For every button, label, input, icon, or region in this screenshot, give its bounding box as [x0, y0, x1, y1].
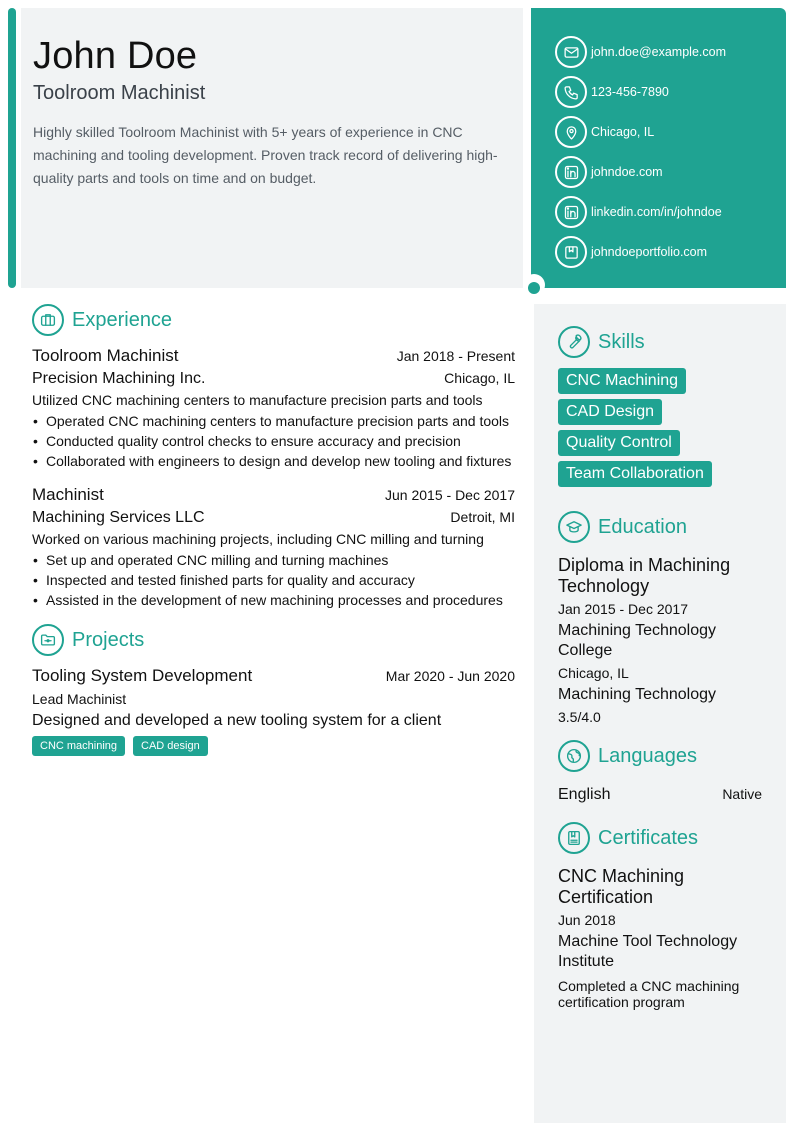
briefcase-icon [32, 304, 64, 336]
experience-section-header [32, 304, 515, 336]
education-gpa: 3.5/4.0 [558, 709, 601, 725]
education-section-header [558, 511, 762, 543]
education-location: Chicago, IL [558, 665, 629, 681]
education-degree: Diploma in Machining Technology [558, 555, 731, 596]
job-bullet: • Set up and operated CNC milling and turning machines [32, 550, 515, 570]
project-tag: CNC machining [32, 736, 125, 756]
certificate-name: CNC Machining Certification [558, 866, 685, 907]
contact-email[interactable] [555, 32, 786, 72]
job-summary: Utilized CNC machining centers to manufacture precision parts and tools [32, 392, 483, 408]
job-company: Precision Machining Inc. [32, 370, 206, 387]
phone-icon [555, 76, 587, 108]
projects-heading: Projects [72, 628, 145, 651]
language-row [558, 786, 762, 804]
projects-section-header [32, 624, 515, 656]
contact-linkedin-text: linkedin.com/in/johndoe [591, 205, 722, 219]
experience-entry [32, 346, 515, 471]
linkedin-icon [555, 156, 587, 188]
contact-phone[interactable] [555, 72, 786, 112]
education-heading: Education [598, 515, 687, 538]
project-entry [32, 666, 515, 756]
linkedin-icon [555, 196, 587, 228]
job-bullet: • Assisted in the development of new machining processes and procedures [32, 590, 515, 610]
contact-email-text: john.doe@example.com [591, 45, 726, 59]
candidate-title: Toolroom Machinist [33, 81, 206, 104]
job-location: Detroit, MI [450, 509, 515, 525]
skills-section-header [558, 326, 762, 358]
certificate-book-icon [558, 822, 590, 854]
contact-portfolio[interactable] [555, 232, 786, 272]
project-dates: Mar 2020 - Jun 2020 [385, 668, 515, 684]
project-tags [32, 736, 515, 756]
experience-heading: Experience [72, 308, 173, 331]
graduation-cap-icon [558, 511, 590, 543]
project-role: Lead Machinist [32, 691, 127, 707]
email-icon [555, 36, 587, 68]
job-location: Chicago, IL [444, 370, 515, 386]
contact-portfolio-text: johndoeportfolio.com [591, 245, 708, 259]
job-dates: Jun 2015 - Dec 2017 [385, 487, 515, 503]
job-bullets [32, 550, 515, 610]
language-level: Native [722, 786, 762, 802]
certificate-date: Jun 2018 [558, 912, 616, 928]
contact-website[interactable] [555, 152, 786, 192]
education-dates: Jan 2015 - Dec 2017 [558, 601, 688, 617]
folder-icon [32, 624, 64, 656]
certificates-section-header [558, 822, 762, 854]
header-summary-panel [21, 8, 523, 288]
job-bullet: • Operated CNC machining centers to manufacture precision parts and tools [32, 411, 515, 431]
languages-section-header [558, 740, 762, 772]
languages-heading: Languages [598, 744, 697, 767]
job-bullet: • Collaborated with engineers to design and develop new tooling and fixtures [32, 451, 515, 471]
accent-bar [8, 8, 16, 288]
project-description: Designed and developed a new tooling system for a client [32, 712, 442, 729]
contact-linkedin[interactable] [555, 192, 786, 232]
contact-panel [531, 8, 786, 288]
certificate-issuer: Machine Tool Technology Institute [558, 933, 738, 970]
contact-location-text: Chicago, IL [591, 125, 655, 139]
contact-location [555, 112, 786, 152]
skill-badge: CNC Machining [558, 368, 686, 394]
job-summary: Worked on various machining projects, including CNC milling and turning [32, 531, 484, 547]
job-bullet: • Conducted quality control checks to ensure accuracy and precision [32, 431, 515, 451]
skill-badge: Quality Control [558, 430, 680, 456]
job-bullet: • Inspected and tested finished parts for quality and accuracy [32, 570, 515, 590]
candidate-name: John Doe [33, 35, 198, 77]
job-role: Toolroom Machinist [32, 346, 179, 365]
main-column [32, 304, 515, 756]
portfolio-icon [555, 236, 587, 268]
job-company: Machining Services LLC [32, 509, 205, 526]
job-bullets [32, 411, 515, 471]
certificates-heading: Certificates [598, 826, 699, 849]
certificate-description: Completed a CNC machining certification program [558, 978, 740, 1010]
connector-dot [528, 282, 540, 294]
project-name: Tooling System Development [32, 666, 253, 685]
education-field: Machining Technology [558, 686, 717, 703]
contact-phone-text: 123-456-7890 [591, 85, 669, 99]
skills-heading: Skills [598, 330, 645, 353]
professional-summary: Highly skilled Toolroom Machinist with 5+ years of experience in CNC machining and tooling development. Proven track record of delivering high-quality parts and tools on time and on budget. [33, 123, 498, 186]
project-tag: CAD design [133, 736, 208, 756]
job-dates: Jan 2018 - Present [396, 348, 515, 364]
contact-website-text: johndoe.com [591, 165, 663, 179]
skill-badge: Team Collaboration [558, 461, 712, 487]
job-role: Machinist [32, 485, 104, 504]
education-school: Machining Technology College [558, 622, 717, 659]
language-name: English [558, 786, 611, 803]
wrench-icon [558, 326, 590, 358]
skill-badge: CAD Design [558, 399, 662, 425]
globe-icon [558, 740, 590, 772]
location-pin-icon [555, 116, 587, 148]
experience-entry [32, 485, 515, 610]
sidebar [534, 304, 786, 1123]
header-connector [523, 274, 545, 296]
skills-list [558, 368, 762, 492]
